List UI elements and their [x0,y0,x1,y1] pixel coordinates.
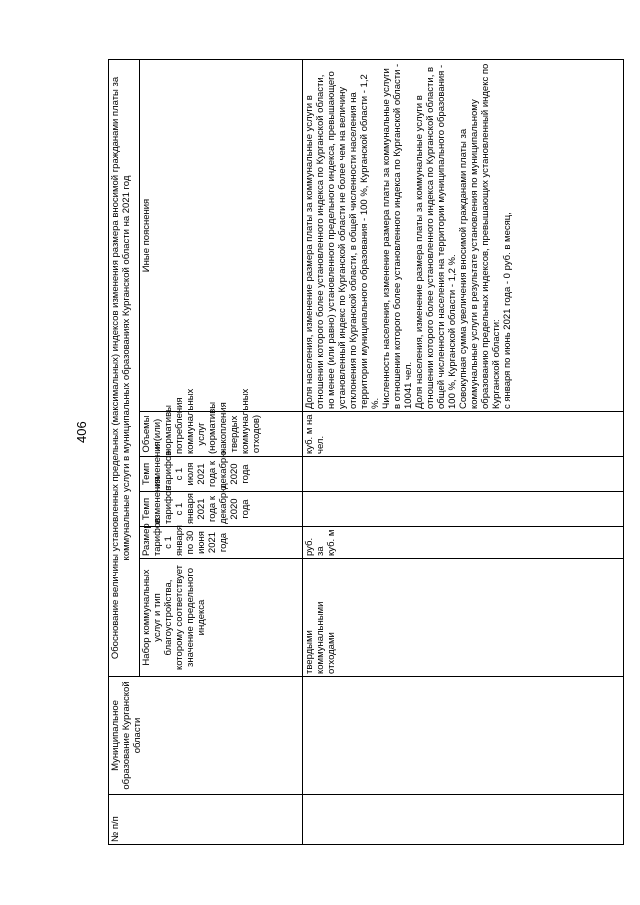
note-line: Доля населения, изменение размера платы за коммунальные услуги в отношении которого более установленного индекса по Курганской области, в общей численности населения на территории муниципального образования - 100 %, Курганской области - 1,2 %. [414,64,458,409]
cell-notes [303,60,624,412]
rotated-table-container [108,60,624,845]
header-volumes: Объемы и (или) нормативы потребления коммунальных услуг (нормативы накопления твердых коммунальных отходов) [140,412,303,457]
cell-municipality [303,677,624,795]
header-growth-jul: Темп изменения тарифов с 1 июля 2021 года к декабрю 2020 года [140,457,303,492]
cell-growth-jan [303,492,624,527]
cell-services: твердыми коммунальными отходами [303,559,624,677]
note-line: Доля населения, изменение размера платы за коммунальные услуги в отношении которого более установленного индекса по Курганской области, но менее (или равно) установленного предельного индекса, превышающего установленный индекс по Курганской области не более чем на величину отклонения по Курганской области, в общей численности населения на территории муниципального образования - 100 %, Курганской области - 1,2 %. [304,71,381,409]
table-row [303,60,624,845]
page-number: 406 [74,421,89,443]
header-justification: Обоснование величины установленных предельных (максимальных) индексов изменения размера вносимой гражданами платы за коммунальные услуги в муниципальных образованиях Курганской области на 2021 год [109,60,140,677]
note-line: Численность населения, изменение размера платы за коммунальные услуги в отношении которого более установленного индекса по Курганской области - 10041 чел. [381,63,414,409]
header-municipality: Муниципальное образование Курганской области [109,677,303,795]
note-line: с января по июнь 2021 года - 0 руб. в месяц, [502,212,513,409]
header-num: № п/п [109,795,303,845]
cell-num [303,795,624,845]
note-line: Совокупная сумма увеличения вносимой гражданами платы за коммунальные услуги в результате установления по муниципальному образованию предельных индексов, превышающих установленный индекс по Курганской области: [458,63,502,409]
justification-table [108,59,624,845]
header-other: Иные пояснения [140,60,303,412]
header-tariff-size: Размер тарифов с 1 января по 30 июня 2021 года [140,527,303,559]
header-growth-jan: Темп изменения тарифов с 1 января 2021 года к декабрю 2020 года [140,492,303,527]
cell-growth-jul [303,457,624,492]
cell-volume-unit: куб. м на чел. [303,412,624,457]
cell-tariff-unit: руб. за куб. м [303,527,624,559]
header-services: Набор коммунальных услуг и тип благоустройства, которому соответствует значение предельного индекса [140,559,303,677]
